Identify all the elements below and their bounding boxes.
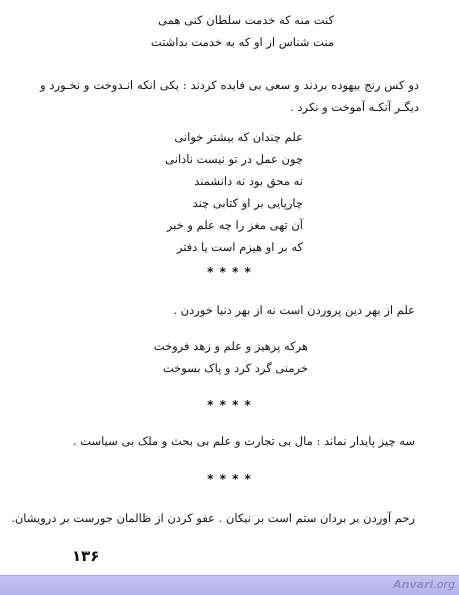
section-separator: * * * * <box>207 472 252 486</box>
poem-line: نه محق بود نه دانشمند <box>194 174 303 188</box>
paragraph-knowledge-religion: علم از بهر دین پروردن است نه از بهر دنیا خوردن . <box>173 303 415 317</box>
footer-bar <box>0 575 459 595</box>
opening-verse-line: کنت منه که خدمت سلطان کنی همی <box>158 13 334 27</box>
logo-suffix-text: .org <box>433 578 455 591</box>
poem-line: که بر او هیزم است یا دفتر <box>176 240 303 254</box>
poem-line: چارپایی بر او کتابی چند <box>192 196 303 210</box>
page-number: ۱۳۶ <box>72 547 100 565</box>
logo-main-text: Anvari <box>393 578 434 591</box>
paragraph-mercy: رحم آوردن بر بردان ستم است بر نیکان . عفو کردن از ظالمان جورست بر درویشان. <box>11 511 415 525</box>
poem-line: علم چندان که بیشتر خوانی <box>174 130 303 144</box>
paragraph-two-people: دو کس رنج بیهوده بردند و سعی بی فایده کردند : یکی انکه انـدوخت و نخـورد و دیگـر آنکـه آموخت و نکرد . <box>40 78 419 114</box>
section-separator: * * * * <box>207 398 252 412</box>
poem-line: خرمنی گرد کرد و پاک بسوخت <box>162 361 308 375</box>
section-separator: * * * * <box>207 265 252 279</box>
poem-line: آن تهی مغز را چه علم و خبر <box>166 218 303 232</box>
paragraph-three-things: سه چیز پایدار نماند : مال بی تجارت و علم بی بحث و ملک بی سیاست . <box>72 434 415 448</box>
poem-line: هرکه پرهیز و علم و زهد فروخت <box>153 339 308 353</box>
opening-verse-line: منت شناس از او که به خدمت بداشتت <box>150 35 334 49</box>
poem-line: چون عمل در تو نیست نادانی <box>165 152 303 166</box>
site-logo[interactable] <box>393 578 455 591</box>
